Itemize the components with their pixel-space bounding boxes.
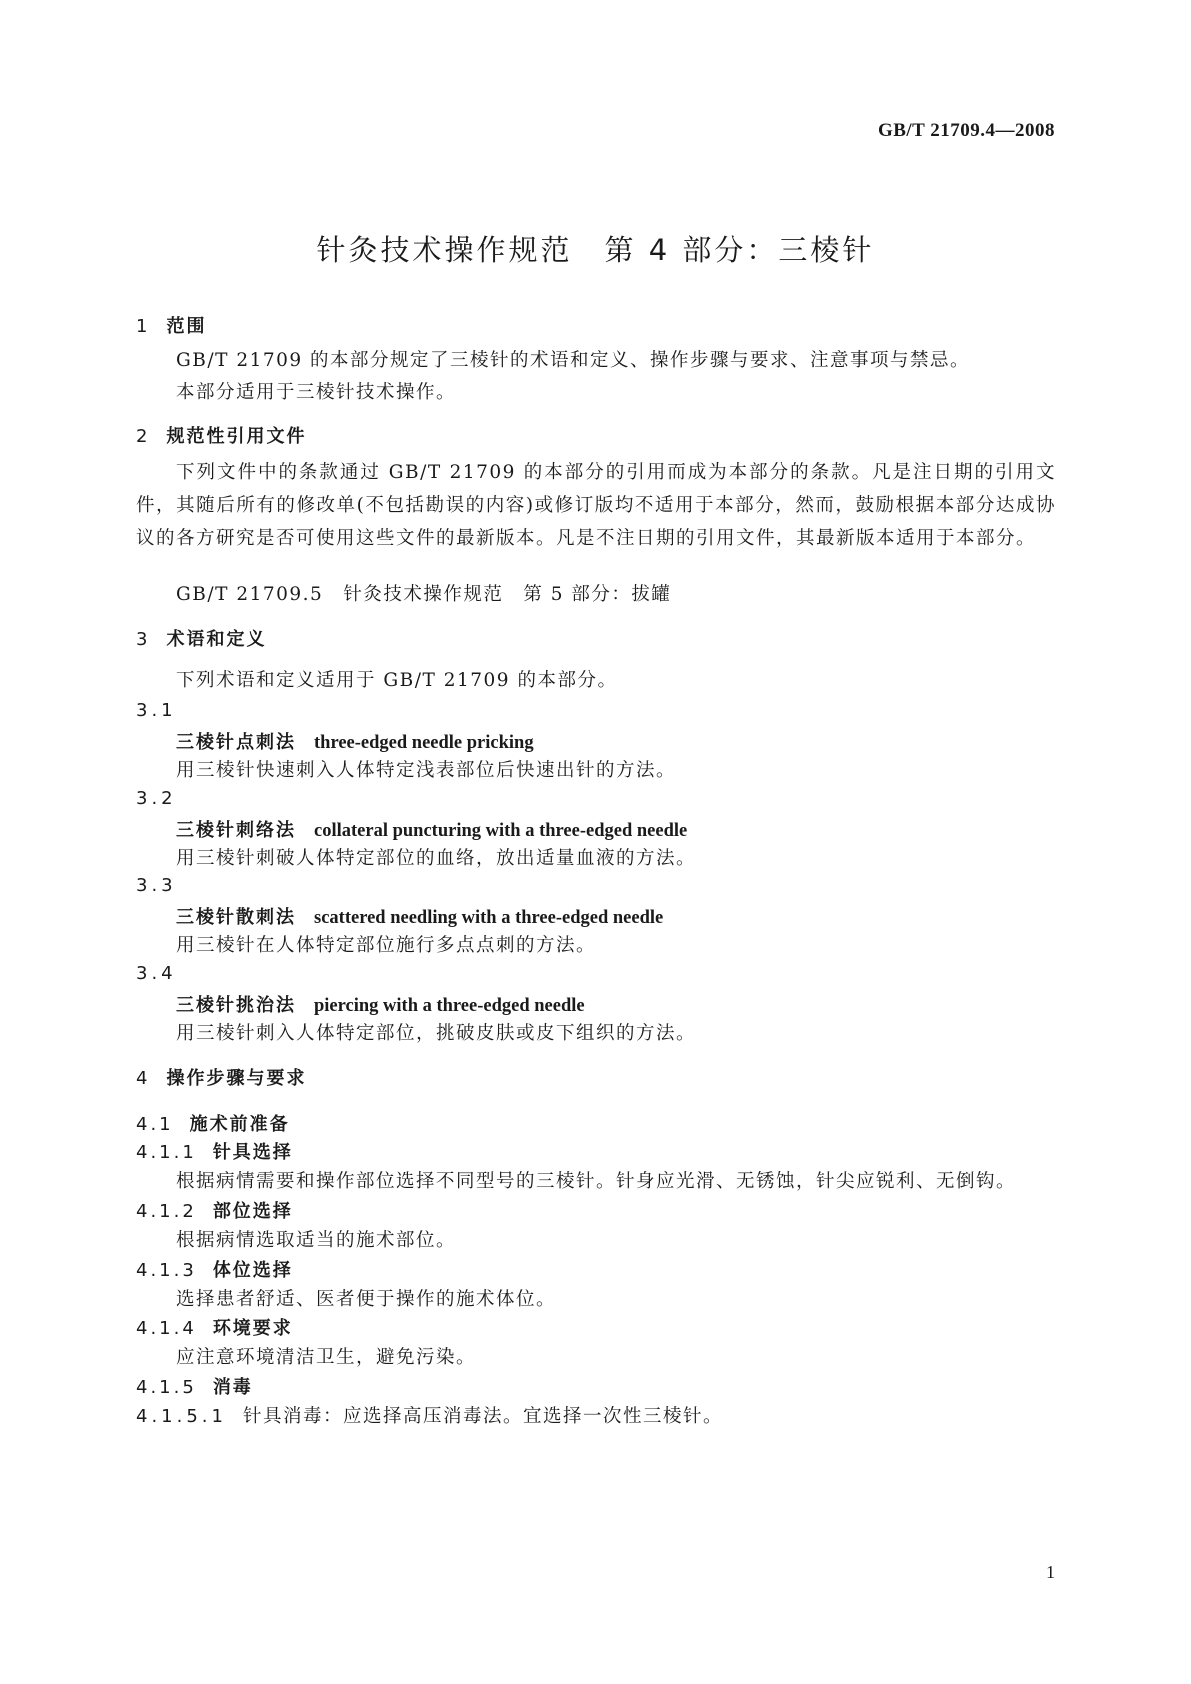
term-chinese: 三棱针挑治法: [176, 995, 296, 1016]
section-title: 术语和定义: [166, 629, 267, 650]
page-number: 1: [1046, 1562, 1055, 1582]
item-4-1-2-text: 根据病情选取适当的施术部位。: [176, 1230, 457, 1251]
section-number: 4: [136, 1068, 151, 1089]
section-number: 1: [136, 316, 151, 337]
item-number: 4.1.2: [136, 1201, 197, 1222]
item-text: 针具消毒：应选择高压消毒法。宜选择一次性三棱针。: [242, 1406, 723, 1427]
term-name: [176, 816, 687, 842]
item-number: 4.1.5.1: [136, 1406, 227, 1427]
item-4-1-4-heading: [136, 1314, 293, 1340]
item-title: 环境要求: [212, 1318, 293, 1339]
normative-reference: [176, 580, 671, 606]
section-1-paragraph-2: 本部分适用于三棱针技术操作。: [176, 382, 457, 403]
item-4-1-4-text: 应注意环境清洁卫生，避免污染。: [176, 1347, 477, 1368]
term-name: [176, 991, 585, 1017]
term-number: 3.3: [136, 875, 177, 896]
term-english: three-edged needle pricking: [314, 733, 534, 753]
section-3-heading: [136, 625, 266, 651]
section-2-heading: [136, 422, 306, 448]
item-4-1-3-heading: [136, 1256, 293, 1282]
term-number: 3.1: [136, 700, 177, 721]
item-number: 4.1.3: [136, 1260, 197, 1281]
section-number: 3: [136, 629, 151, 650]
term-english: scattered needling with a three-edged needle: [314, 908, 664, 928]
item-title: 体位选择: [212, 1260, 293, 1281]
section-1-heading: [136, 312, 206, 338]
item-number: 4.1.1: [136, 1142, 197, 1163]
item-number: 4.1.5: [136, 1377, 197, 1398]
subsection-4-1-heading: [136, 1110, 290, 1136]
item-4-1-3-text: 选择患者舒适、医者便于操作的施术体位。: [176, 1289, 557, 1310]
section-2-paragraph: 下列文件中的条款通过 GB/T 21709 的本部分的引用而成为本部分的条款。凡是注日期的引用文件，其随后所有的修改单(不包括勘误的内容)或修订版均不适用于本部分，然而，鼓励根据本部分达成协议的各方研究是否可使用这些文件的最新版本。凡是不注日期的引用文件，其最新版本适用于本部分。: [136, 462, 1056, 549]
document-code: GB/T 21709.4—2008: [877, 120, 1055, 141]
term-name: [176, 728, 534, 754]
term-chinese: 三棱针刺络法: [176, 820, 296, 841]
term-definition: 用三棱针刺入人体特定部位，挑破皮肤或皮下组织的方法。: [176, 1023, 697, 1044]
item-4-1-1-heading: [136, 1138, 293, 1164]
term-definition: 用三棱针刺破人体特定部位的血络，放出适量血液的方法。: [176, 848, 697, 869]
section-1-paragraph-1: GB/T 21709 的本部分规定了三棱针的术语和定义、操作步骤与要求、注意事项与禁忌。: [176, 350, 971, 371]
term-english: collateral puncturing with a three-edged needle: [314, 821, 688, 841]
section-title: 操作步骤与要求: [166, 1068, 307, 1089]
item-4-1-1-text: 根据病情需要和操作部位选择不同型号的三棱针。针身应光滑、无锈蚀，针尖应锐利、无倒钩。: [176, 1171, 1017, 1192]
term-definition: 用三棱针快速刺入人体特定浅表部位后快速出针的方法。: [176, 760, 677, 781]
subsection-title: 施术前准备: [189, 1114, 290, 1135]
item-4-1-5-heading: [136, 1373, 253, 1399]
section-number: 2: [136, 426, 151, 447]
item-title: 消毒: [212, 1377, 253, 1398]
term-number: 3.4: [136, 963, 177, 984]
term-number: 3.2: [136, 788, 177, 809]
section-4-heading: [136, 1064, 306, 1090]
reference-title: 针灸技术操作规范 第 5 部分：拔罐: [343, 584, 672, 605]
term-english: piercing with a three-edged needle: [314, 996, 585, 1016]
term-chinese: 三棱针点刺法: [176, 732, 296, 753]
section-3-intro: 下列术语和定义适用于 GB/T 21709 的本部分。: [176, 670, 618, 691]
item-4-1-5-1-text: [136, 1402, 723, 1428]
reference-code: GB/T 21709.5: [176, 584, 324, 605]
section-title: 范围: [166, 316, 207, 337]
item-title: 针具选择: [212, 1142, 293, 1163]
document-title: 针灸技术操作规范 第 4 部分：三棱针: [316, 233, 875, 267]
item-title: 部位选择: [212, 1201, 293, 1222]
item-4-1-2-heading: [136, 1197, 293, 1223]
term-chinese: 三棱针散刺法: [176, 907, 296, 928]
term-definition: 用三棱针在人体特定部位施行多点点刺的方法。: [176, 935, 597, 956]
section-title: 规范性引用文件: [166, 426, 307, 447]
item-number: 4.1.4: [136, 1318, 197, 1339]
term-name: [176, 903, 663, 929]
subsection-number: 4.1: [136, 1114, 174, 1135]
